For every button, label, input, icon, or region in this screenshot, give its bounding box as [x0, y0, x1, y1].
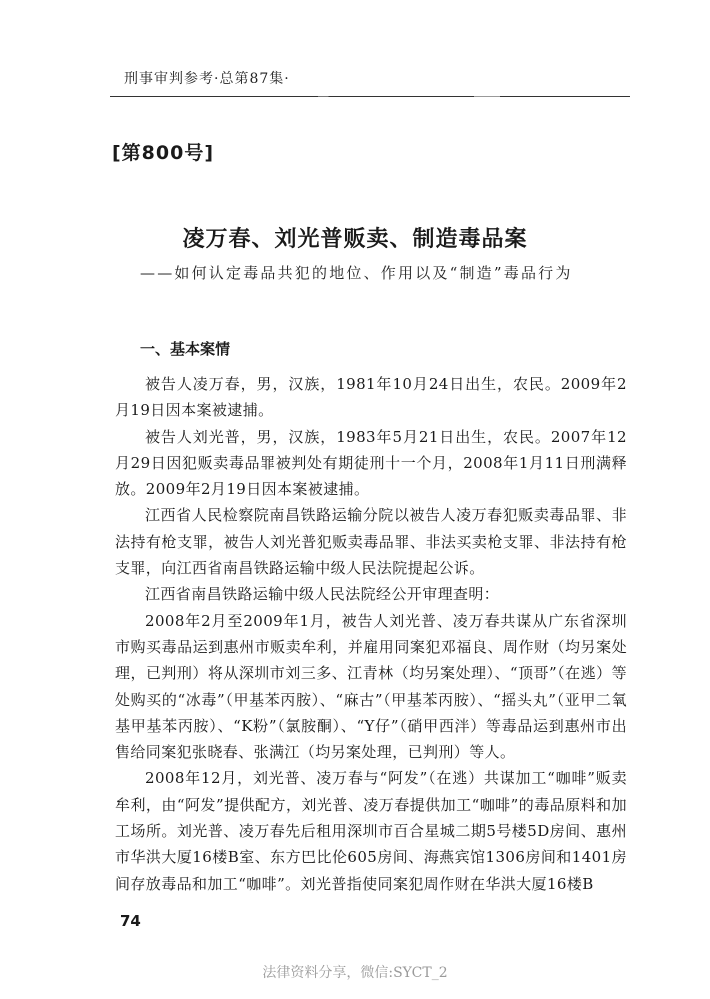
- paragraph: 江西省人民检察院南昌铁路运输分院以被告人凌万春犯贩卖毒品罪、非法持有枪支罪，被告人刘光普犯贩卖毒品罪、非法买卖枪支罪、非法持有枪支罪，向江西省南昌铁路运输中级人民法院提起公诉。: [115, 506, 627, 578]
- case-number: [第800号]: [112, 142, 215, 164]
- paragraph: 被告人凌万春，男，汉族，1981年10月24日出生，农民。2009年2月19日因本案被逮捕。: [115, 375, 627, 420]
- paragraph: 被告人刘光普，男，汉族，1983年5月21日出生，农民。2007年12月29日因犯贩卖毒品罪被判处有期徒刑十一个月，2008年1月11日刑满释放。2009年2月19日因本案被逮捕。: [115, 427, 627, 499]
- paragraph: 江西省南昌铁路运输中级人民法院经公开审理查明：: [145, 585, 500, 604]
- case-title: 凌万春、刘光普贩卖、制造毒品案: [182, 226, 528, 252]
- header-rule: [110, 96, 630, 97]
- body-text: [115, 371, 627, 897]
- section-heading: 一、基本案情: [140, 340, 231, 358]
- watermark: 法律资料分享，微信:SYCT_2: [262, 965, 448, 981]
- page-number: 74: [120, 912, 141, 930]
- paragraph: 2008年2月至2009年1月，被告人刘光普、凌万春共谋从广东省深圳市购买毒品运到惠州市贩卖牟利，并雇用同案犯邓福良、周作财（均另案处理，已判刑）将从深圳市刘三多、江青林（均另案处理）、“顶哥”（在逃）等处购买的“冰毒”（甲基苯丙胺）、“麻古”（甲基苯丙胺）、“摇头丸”（亚甲二氧基甲基苯丙胺）、“K粉”（氯胺酮）、“Y仔”（硝甲西泮）等毒品运到惠州市出售给同案犯张晓春、张满江（均另案处理，已判刑）等人。: [115, 611, 627, 762]
- running-head: 刑事审判参考·总第87集·: [124, 71, 290, 87]
- paragraph: 2008年12月，刘光普、凌万春与“阿发”（在逃）共谋加工“咖啡”贩卖牟利，由“阿发”提供配方，刘光普、凌万春提供加工“咖啡”的毒品原料和加工场所。刘光普、凌万春先后租用深圳市百合星城二期5号楼5D房间、惠州市华洪大厦16楼B室、东方巴比伦605房间、海燕宾馆1306房间和1401房间存放毒品和加工“咖啡”。刘光普指使同案犯周作财在华洪大厦16楼B: [115, 769, 627, 893]
- case-subtitle: ——如何认定毒品共犯的地位、作用以及“制造”毒品行为: [140, 264, 573, 282]
